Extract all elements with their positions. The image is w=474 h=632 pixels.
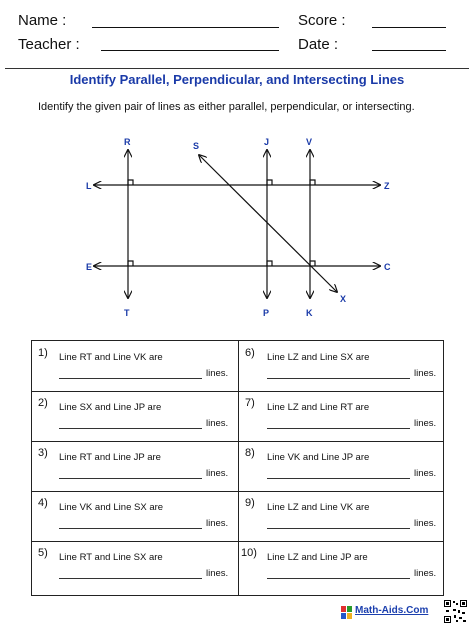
question-number: 9) <box>245 497 255 509</box>
qr-code-icon <box>444 600 467 623</box>
instructions: Identify the given pair of lines as either parallel, perpendicular, or intersecting. <box>38 101 415 113</box>
question-number: 2) <box>38 397 48 409</box>
point-label-t: T <box>124 308 130 318</box>
question-cell-8 <box>239 441 445 491</box>
name-label: Name : <box>18 12 67 29</box>
right-angle-marker <box>267 261 272 266</box>
question-text: Line LZ and Line JP are <box>267 552 368 563</box>
point-label-r: R <box>124 137 131 147</box>
question-number: 6) <box>245 347 255 359</box>
question-cell-10 <box>239 541 445 595</box>
point-label-x: X <box>340 294 347 304</box>
teacher-label: Teacher : <box>18 36 80 53</box>
answer-blank[interactable] <box>59 378 202 379</box>
answer-blank[interactable] <box>267 528 410 529</box>
question-text: Line LZ and Line SX are <box>267 352 370 363</box>
lines-suffix: lines. <box>206 368 229 379</box>
answer-blank[interactable] <box>59 478 202 479</box>
lines-suffix: lines. <box>414 568 437 579</box>
question-cell-2 <box>32 391 238 441</box>
question-text: Line VK and Line SX are <box>59 502 164 513</box>
question-text: Line LZ and Line VK are <box>267 502 370 513</box>
question-cell-3 <box>32 441 238 491</box>
answer-blank[interactable] <box>267 578 410 579</box>
question-number: 7) <box>245 397 255 409</box>
answer-blank[interactable] <box>59 578 202 579</box>
answer-blank[interactable] <box>59 528 202 529</box>
right-angle-marker <box>310 180 315 185</box>
right-angle-marker <box>128 261 133 266</box>
point-label-v: V <box>306 137 313 147</box>
right-angle-marker <box>128 180 133 185</box>
question-text: Line VK and Line JP are <box>267 452 370 463</box>
point-label-j: J <box>264 137 270 147</box>
right-angle-marker <box>267 180 272 185</box>
line-sx <box>199 155 337 292</box>
math-aids-link[interactable]: Math-Aids.Com <box>355 605 429 616</box>
math-aids-logo-icon <box>341 606 353 620</box>
point-label-e: E <box>86 262 93 272</box>
question-cell-7 <box>239 391 445 441</box>
question-number: 3) <box>38 447 48 459</box>
question-text: Line LZ and Line RT are <box>267 402 370 413</box>
question-cell-5 <box>32 541 238 595</box>
answer-blank[interactable] <box>267 478 410 479</box>
point-label-l: L <box>86 181 92 191</box>
lines-suffix: lines. <box>206 418 229 429</box>
point-label-s: S <box>193 141 200 151</box>
question-number: 1) <box>38 347 48 359</box>
question-cell-6 <box>239 341 445 391</box>
questions-table <box>31 340 444 596</box>
lines-suffix: lines. <box>206 468 229 479</box>
answer-blank[interactable] <box>59 428 202 429</box>
question-text: Line RT and Line VK are <box>59 352 163 363</box>
question-text: Line RT and Line JP are <box>59 452 161 463</box>
question-number: 5) <box>38 547 48 559</box>
point-label-k: K <box>306 308 313 318</box>
question-cell-1 <box>32 341 238 391</box>
question-number: 10) <box>241 547 257 559</box>
score-label: Score : <box>298 12 346 29</box>
lines-suffix: lines. <box>414 368 437 379</box>
point-label-z: Z <box>384 181 390 191</box>
lines-suffix: lines. <box>414 418 437 429</box>
question-number: 4) <box>38 497 48 509</box>
point-label-p: P <box>263 308 270 318</box>
lines-suffix: lines. <box>414 518 437 529</box>
lines-suffix: lines. <box>206 568 229 579</box>
worksheet-title: Identify Parallel, Perpendicular, and Intersecting Lines <box>69 72 405 87</box>
point-label-c: C <box>384 262 391 272</box>
lines-suffix: lines. <box>414 468 437 479</box>
answer-blank[interactable] <box>267 428 410 429</box>
question-number: 8) <box>245 447 255 459</box>
lines-suffix: lines. <box>206 518 229 529</box>
question-text: Line SX and Line JP are <box>59 402 162 413</box>
date-label: Date : <box>298 36 339 53</box>
question-cell-9 <box>239 491 445 541</box>
question-text: Line RT and Line SX are <box>59 552 163 563</box>
answer-blank[interactable] <box>267 378 410 379</box>
question-cell-4 <box>32 491 238 541</box>
